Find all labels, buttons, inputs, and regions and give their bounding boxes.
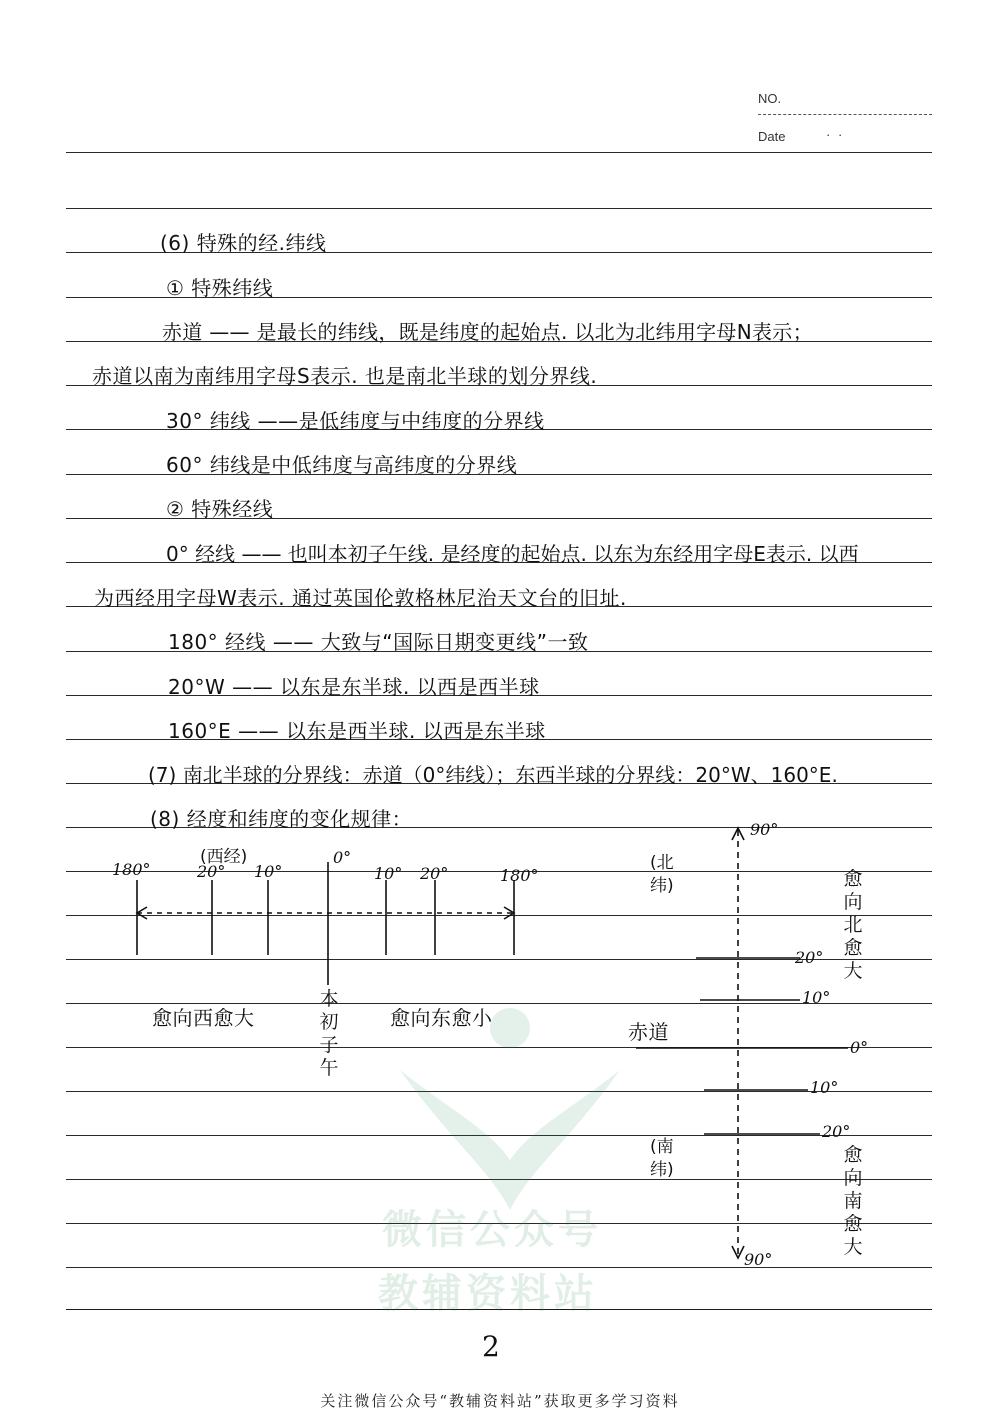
east-decrease-text: 愈向东愈小 xyxy=(390,1006,493,1030)
prime-meridian-line-2: 为西经用字母W表示. 通过英国伦敦格林尼治天文台的旧址. xyxy=(94,586,627,610)
lat-tick-0: 0° xyxy=(850,1038,869,1057)
lat-bottom-90: 90° xyxy=(744,1250,773,1269)
date-label: Date xyxy=(758,129,786,144)
watermark-line-2: 教辅资料站 xyxy=(378,1271,598,1317)
prime-meridian-line-1: 0° 经线 —— 也叫本初子午线. 是经度的起始点. 以东为东经用字母E表示. 以西 xyxy=(166,542,859,566)
lon-tick-west-180: 180° xyxy=(112,860,151,879)
prime-meridian-label: 本初子午 xyxy=(319,988,339,1079)
lon-tick-west-20: 20° xyxy=(197,862,226,881)
lon-tick-0: 0° xyxy=(333,848,352,867)
date-dots: · · xyxy=(826,127,845,142)
lon-tick-east-180: 180° xyxy=(500,866,539,885)
lat-top-90: 90° xyxy=(750,820,779,839)
lat-tick-south-20: 20° xyxy=(822,1122,851,1141)
section-8-heading: (8) 经度和纬度的变化规律： xyxy=(150,807,413,831)
north-latitude-label: (北纬) xyxy=(650,853,674,896)
south-latitude-label: (南纬) xyxy=(650,1137,674,1180)
lat-30-line: 30° 纬线 ——是低纬度与中纬度的分界线 xyxy=(166,409,545,433)
section-7-line: (7) 南北半球的分界线：赤道（0°纬线）；东西半球的分界线：20°W、160°E. xyxy=(148,763,838,787)
equator-line-1: 赤道 —— 是最长的纬线，既是纬度的起始点. 以北为北纬用字母N表示； xyxy=(162,320,813,344)
equator-line-2: 赤道以南为南纬用字母S表示. 也是南北半球的划分界线. xyxy=(92,364,598,388)
watermark-line-1: 微信公众号 xyxy=(382,1207,602,1253)
north-increase-text: 愈向北愈大 xyxy=(843,868,863,982)
lon-tick-west-10: 10° xyxy=(254,862,283,881)
west-increase-text: 愈向西愈大 xyxy=(152,1006,255,1030)
lon-20w-line: 20°W —— 以东是东半球. 以西是西半球 xyxy=(168,675,540,699)
special-longitudes-heading: ② 特殊经线 xyxy=(166,497,274,521)
equator-label: 赤道 xyxy=(628,1020,669,1044)
lat-tick-north-20: 20° xyxy=(795,948,824,967)
page-number: 2 xyxy=(482,1330,500,1363)
no-label: NO. xyxy=(758,91,782,106)
lon-160e-line: 160°E —— 以东是西半球. 以西是东半球 xyxy=(168,719,546,743)
lon-tick-east-20: 20° xyxy=(420,864,449,883)
footer-note: 关注微信公众号“教辅资料站”获取更多学习资料 xyxy=(320,1392,680,1410)
section-6-heading: (6) 特殊的经.纬线 xyxy=(160,231,327,255)
south-increase-text: 愈向南愈大 xyxy=(843,1144,863,1258)
lat-60-line: 60° 纬线是中低纬度与高纬度的分界线 xyxy=(166,453,518,477)
west-longitude-label: (西经) xyxy=(200,847,248,867)
lat-tick-north-10: 10° xyxy=(802,988,831,1007)
lat-tick-south-10: 10° xyxy=(810,1078,839,1097)
special-latitudes-heading: ① 特殊纬线 xyxy=(166,276,274,300)
lon-180-line: 180° 经线 —— 大致与“国际日期变更线”一致 xyxy=(168,630,589,654)
lon-tick-east-10: 10° xyxy=(374,864,403,883)
